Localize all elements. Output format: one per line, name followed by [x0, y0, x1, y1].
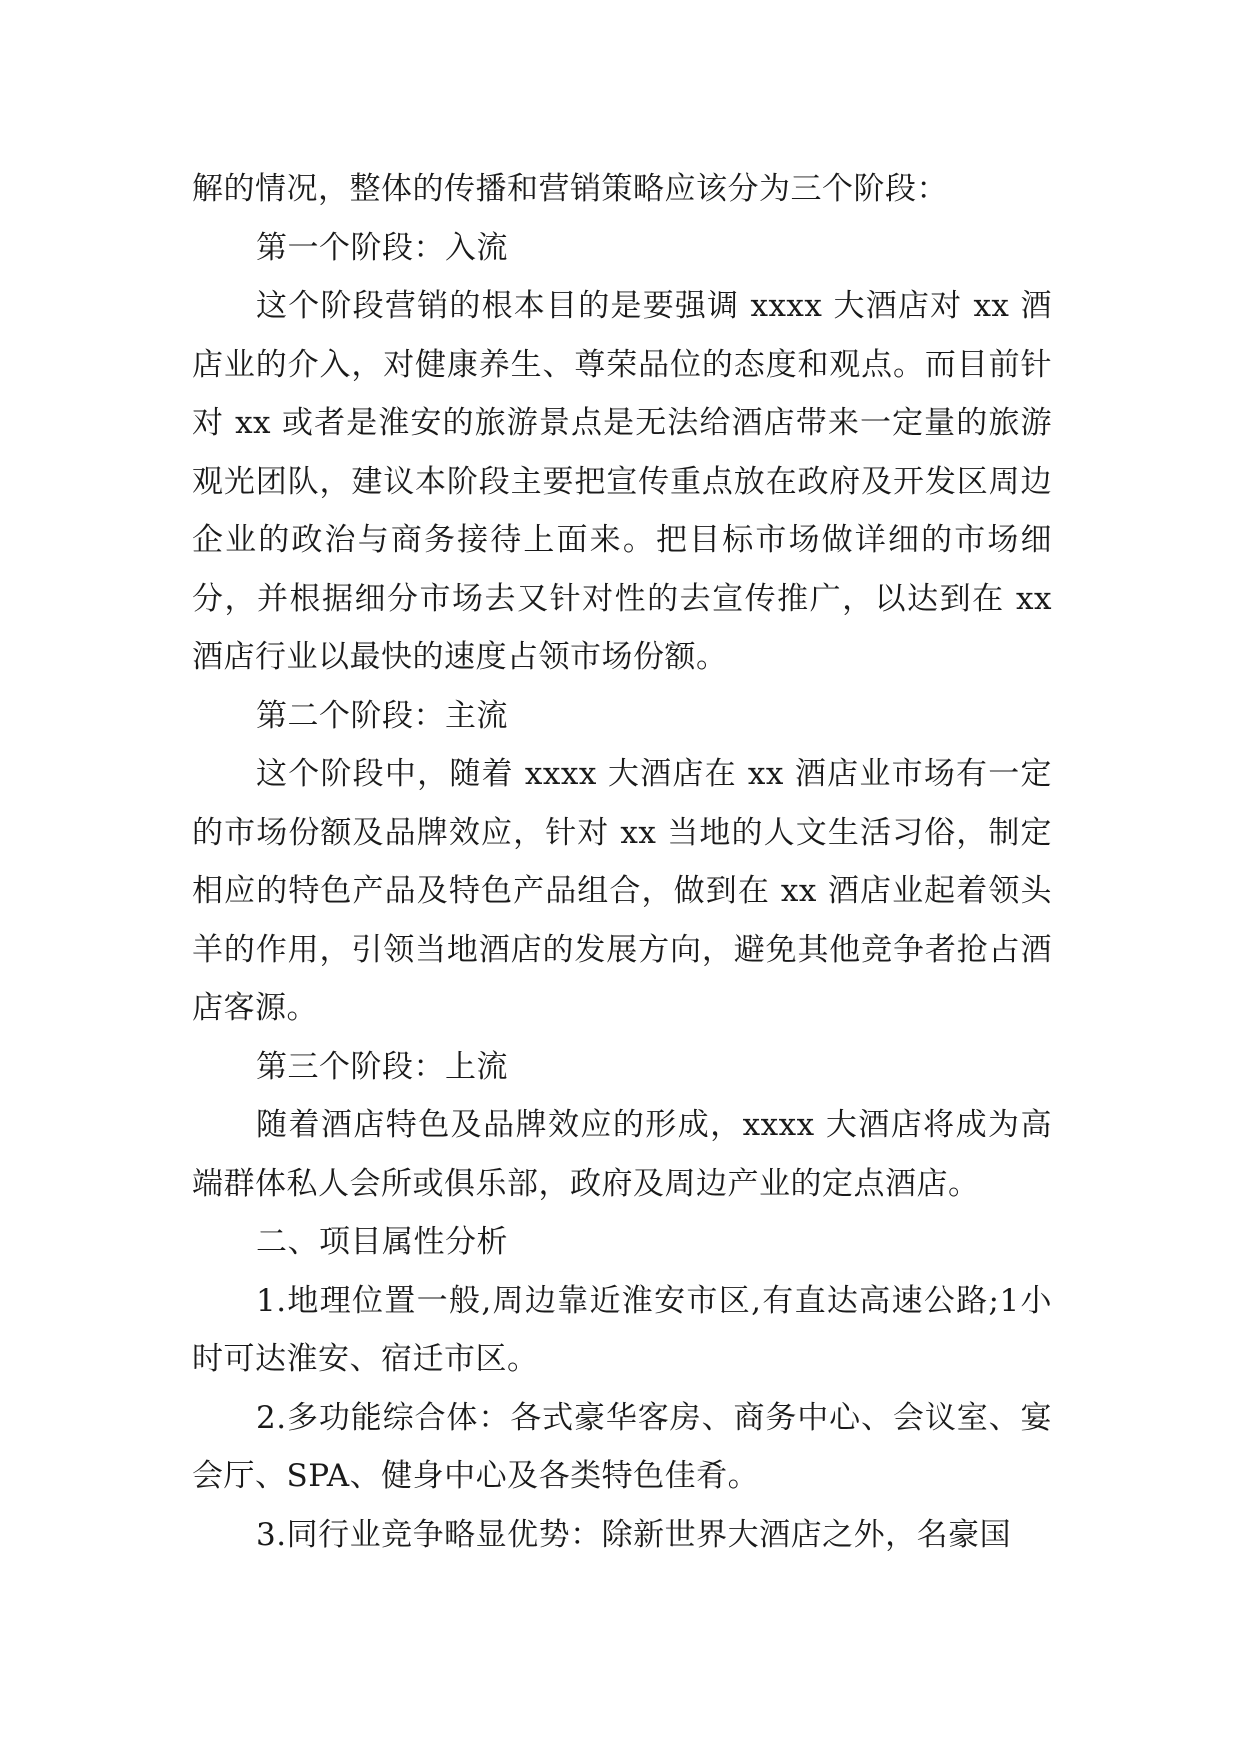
heading-project-analysis: 二、项目属性分析 — [256, 1224, 508, 1260]
paragraph-stage-three: 随着酒店特色及品牌效应的形成，xxxx 大酒店将成为高端群体私人会所或俱乐部，政府及周边产业的定点酒店。 — [192, 1107, 1052, 1202]
paragraph-stage-one: 这个阶段营销的根本目的是要强调 xxxx 大酒店对 xx 酒店业的介入，对健康养生、尊荣品位的态度和观点。而目前针对 xx 或者是淮安的旅游景点是无法给酒店带来一定量的旅游观光团队，建议本阶段主要把宣传重点放在政府及开发区周边企业的政治与商务接待上面来。把目标市场做详细的市场细分，并根据细分市场去又针对性的去宣传推广，以达到在 xx 酒店行业以最快的速度占领市场份额。 — [192, 288, 1052, 675]
document-body — [192, 160, 1052, 1564]
paragraph-intro-continuation: 解的情况，整体的传播和营销策略应该分为三个阶段： — [192, 171, 948, 207]
heading-stage-three: 第三个阶段：上流 — [256, 1048, 508, 1085]
list-item-location: 1.地理位置一般,周边靠近淮安市区,有直达高速公路;1小时可达淮安、宿迁市区。 — [192, 1282, 1052, 1377]
list-item-competition: 3.同行业竞争略显优势：除新世界大酒店之外，名豪国 — [256, 1516, 1012, 1553]
paragraph-stage-two: 这个阶段中，随着 xxxx 大酒店在 xx 酒店业市场有一定的市场份额及品牌效应，针对 xx 当地的人文生活习俗，制定相应的特色产品及特色产品组合，做到在 xx 酒店业起着领头羊的作用，引领当地酒店的发展方向，避免其他竞争者抢占酒店客源。 — [192, 756, 1052, 1026]
list-item-multifunction: 2.多功能综合体：各式豪华客房、商务中心、会议室、宴会厅、SPA、健身中心及各类特色佳肴。 — [192, 1399, 1052, 1494]
heading-stage-one: 第一个阶段：入流 — [256, 229, 508, 266]
heading-stage-two: 第二个阶段：主流 — [256, 697, 508, 734]
